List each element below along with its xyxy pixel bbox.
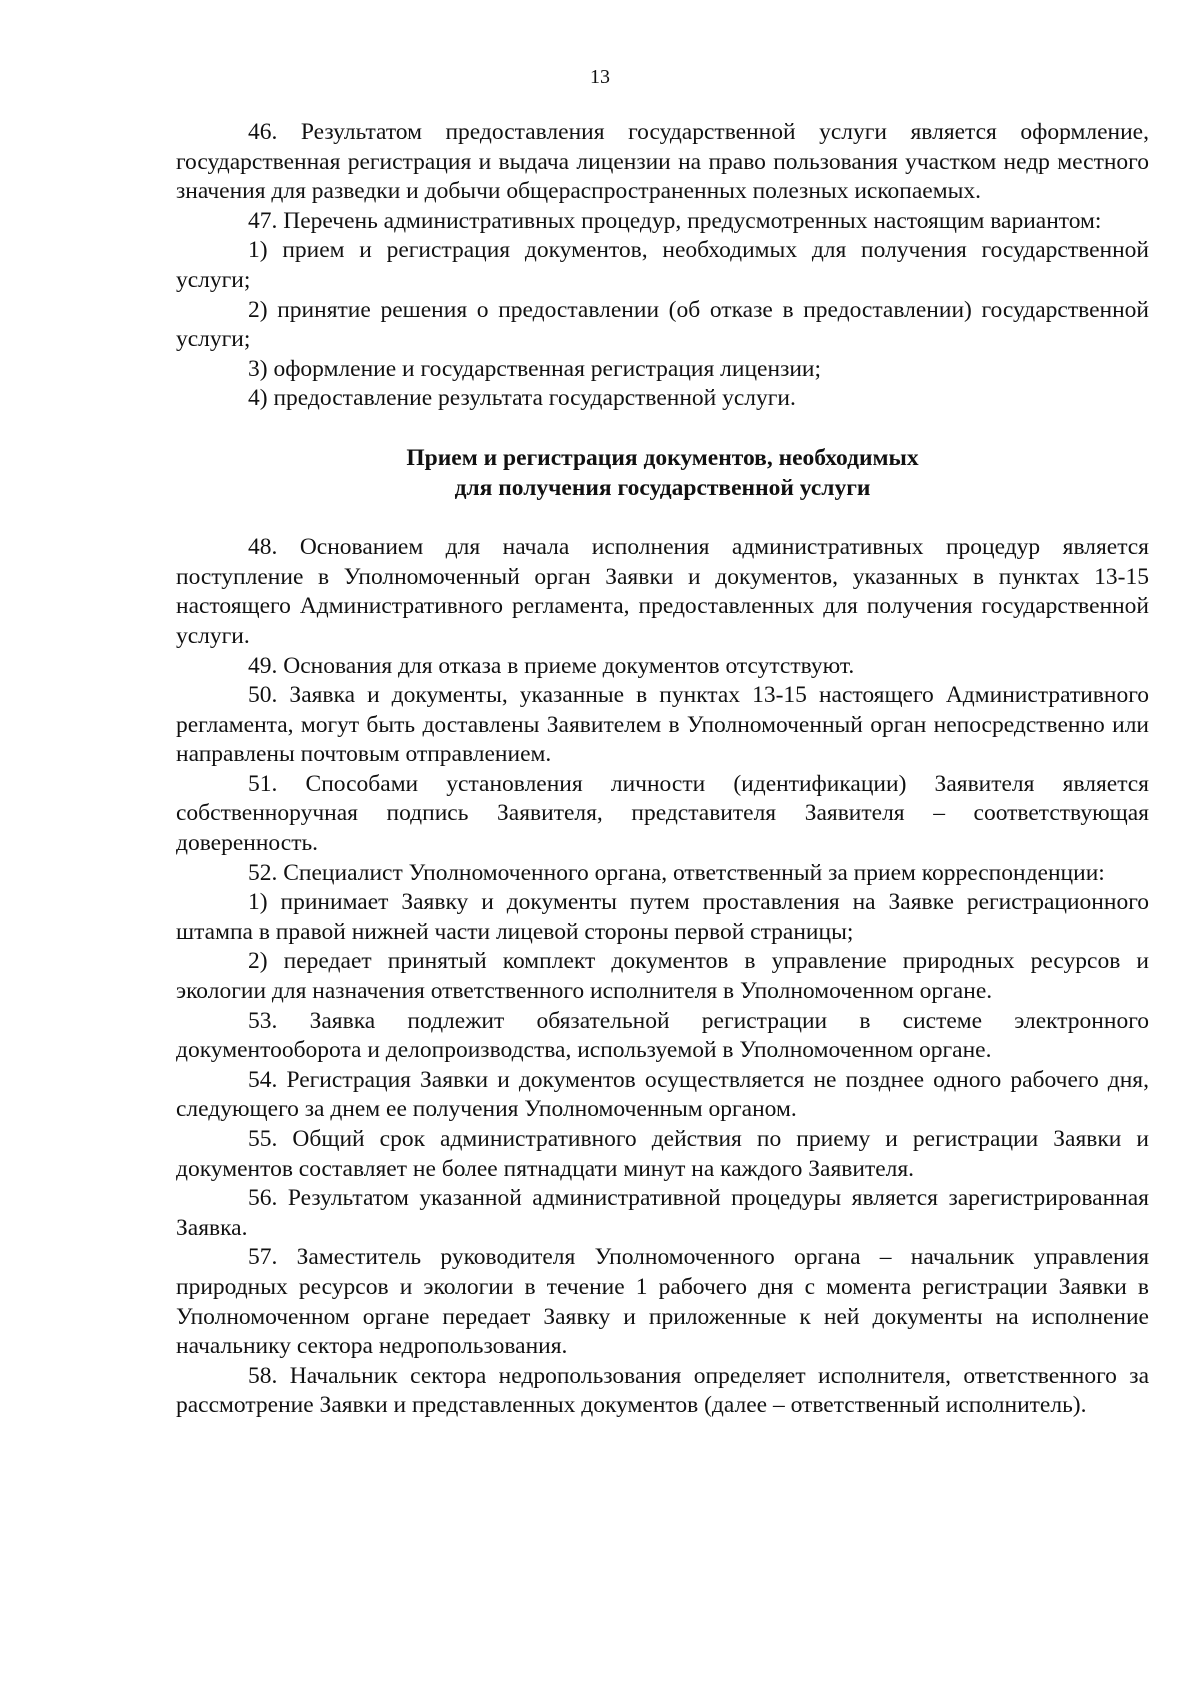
paragraph-56: 56. Результатом указанной административной процедуры является зарегистрированная Заявка. xyxy=(176,1185,1149,1241)
paragraph-51: 51. Способами установления личности (идентификации) Заявителя является собственноручная подпись Заявителя, представителя Заявителя – соответствующая доверенность. xyxy=(176,770,1149,857)
section-heading xyxy=(176,444,1149,503)
paragraph-47: 47. Перечень административных процедур, предусмотренных настоящим вариантом: xyxy=(248,207,1102,234)
page-number: 13 xyxy=(590,66,610,88)
paragraph-48: 48. Основанием для начала исполнения административных процедур является поступление в Уполномоченный орган Заявки и документов, указанных в пунктах 13-15 настоящего Административного регламента, предоставленных для получения государственной услуги. xyxy=(176,534,1149,649)
paragraph-52: 52. Специалист Уполномоченного органа, ответственный за прием корреспонденции: xyxy=(248,859,1105,886)
list-item-52-2: 2) передает принятый комплект документов в управление природных ресурсов и экологии для назначения ответственного исполнителя в Уполномоченном органе. xyxy=(176,948,1149,1005)
list-item-47-2: 2) принятие решения о предоставлении (об отказе в предоставлении) государственной услуги; xyxy=(176,296,1149,353)
paragraph-46: 46. Результатом предоставления государственной услуги является оформление, государственная регистрация и выдача лицензии на право пользования участком недр местного значения для разведки и добычи общераспространенных полезных ископаемых. xyxy=(176,119,1149,205)
list-item-47-4: 4) предоставление результата государственной услуги. xyxy=(248,385,796,412)
paragraph-53: 53. Заявка подлежит обязательной регистрации в системе электронного документооборота и делопроизводства, используемой в Уполномоченном органе. xyxy=(176,1007,1149,1064)
list-item-52-1: 1) принимает Заявку и документы путем проставления на Заявке регистрационного штампа в правой нижней части лицевой стороны первой страницы; xyxy=(176,889,1149,945)
list-item-47-3: 3) оформление и государственная регистрация лицензии; xyxy=(248,355,822,382)
paragraph-49: 49. Основания для отказа в приеме документов отсутствуют. xyxy=(248,652,855,679)
section-heading-line-2: для получения государственной услуги xyxy=(454,474,871,501)
paragraph-57: 57. Заместитель руководителя Уполномоченного органа – начальник управления природных ресурсов и экологии в течение 1 рабочего дня с момента регистрации Заявки в Уполномоченном органе передает Заявку и приложенные к ней документы на исполнение начальнику сектора недропользования. xyxy=(176,1244,1149,1360)
document-body xyxy=(176,118,1149,1421)
paragraph-50: 50. Заявка и документы, указанные в пунктах 13-15 настоящего Административного регламента, могут быть доставлены Заявителем в Уполномоченный орган непосредственно или направлены почтовым отправлением. xyxy=(176,682,1149,768)
paragraph-58: 58. Начальник сектора недропользования определяет исполнителя, ответственного за рассмотрение Заявки и представленных документов (далее – ответственный исполнитель). xyxy=(176,1362,1149,1419)
paragraph-55: 55. Общий срок административного действия по приему и регистрации Заявки и документов составляет не более пятнадцати минут на каждого Заявителя. xyxy=(176,1126,1149,1182)
paragraph-54: 54. Регистрация Заявки и документов осуществляется не позднее одного рабочего дня, следующего за днем ее получения Уполномоченным органом. xyxy=(176,1066,1149,1123)
list-item-47-1: 1) прием и регистрация документов, необходимых для получения государственной услуги; xyxy=(176,237,1149,293)
section-heading-line-1: Прием и регистрация документов, необходимых xyxy=(406,444,919,471)
